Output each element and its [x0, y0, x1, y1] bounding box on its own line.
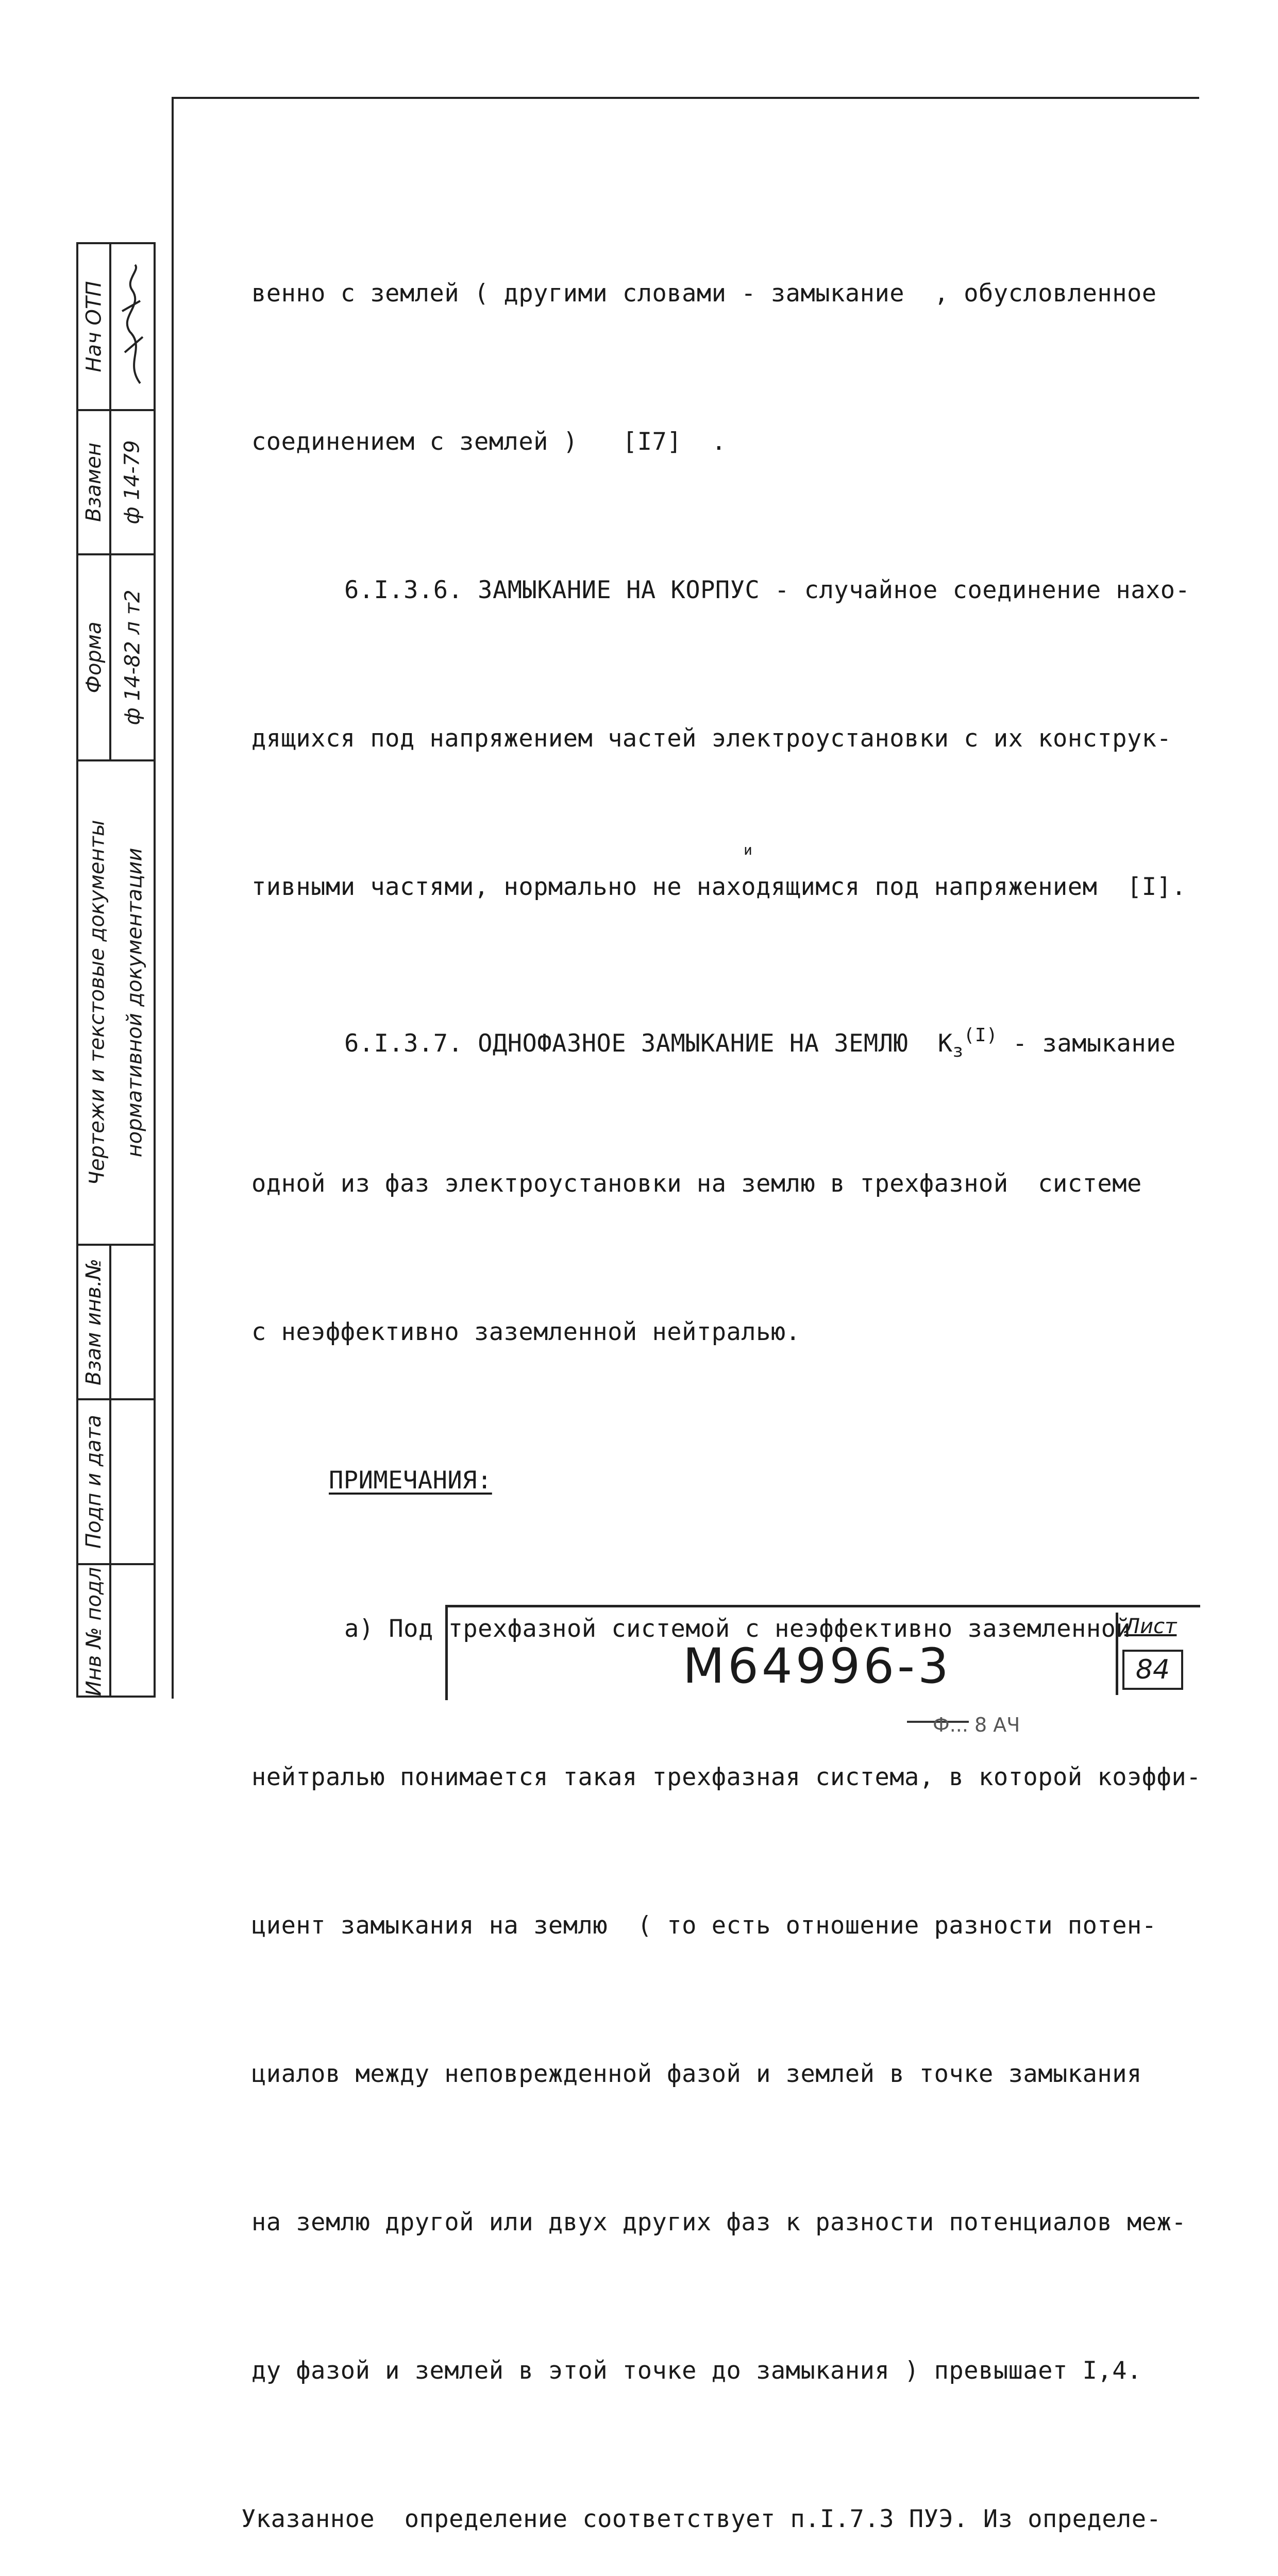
signature-icon — [114, 260, 150, 394]
text-line: на землю другой или двух других фаз к разности потенциалов меж- — [251, 2208, 1187, 2236]
superscript: (I) — [963, 1025, 998, 1046]
document-number: М64996-3 — [683, 1638, 952, 1694]
text-line: нейтралью понимается такая трехфазная система, в которой коэффи- — [251, 1763, 1201, 1791]
text-line: с неэффективно заземленной нейтралью. — [251, 1318, 801, 1346]
bottom-fragment: Ф... 8 АЧ — [933, 1714, 1020, 1736]
stamp-vzamen: Взамен — [82, 442, 106, 522]
signature-mark — [111, 244, 154, 409]
stamp-title-2: нормативной документации — [123, 848, 147, 1158]
stamp-forma-value: ф 14-82 л т2 — [121, 589, 145, 725]
text-line: венно с землей ( другими словами - замыкание , обусловленное — [251, 279, 1157, 308]
text-line: дящихся под напряжением частей электроустановки с их конструк- — [251, 724, 1172, 753]
stamp-nach-otp: Нач ОТП — [82, 281, 106, 372]
stamp-divider — [109, 1244, 111, 1696]
stamp-inv-podl: Инв № подл — [82, 1567, 106, 1696]
text-line-content: 6.I.3.7. ОДНОФАЗНОЕ ЗАМЫКАНИЕ НА ЗЕМЛЮ К — [344, 1029, 953, 1058]
text-line: одной из фаз электроустановки на землю в трехфазной системе — [251, 1170, 1142, 1198]
text-line: а) Под трехфазной системой с неэффективно заземленной — [344, 1615, 1131, 1643]
notes-heading-text: ПРИМЕЧАНИЯ: — [329, 1466, 492, 1495]
stamp-forma: Форма — [82, 621, 106, 693]
stamp-vzam-inv: Взам инв.№ — [82, 1258, 106, 1386]
sheet-label: Лист — [1124, 1615, 1177, 1638]
inserted-letter: и — [744, 841, 753, 858]
text-line-tail: - замыкание — [998, 1029, 1176, 1058]
text-line: 6.I.3.6. ЗАМЫКАНИЕ НА КОРПУС - случайное соединение нахо- — [344, 576, 1190, 604]
subscript: з — [952, 1041, 964, 1061]
text-line: циалов между неповрежденной фазой и землей в точке замыкания — [251, 2060, 1142, 2088]
text-line — [251, 841, 1189, 912]
document-body — [241, 170, 1201, 2576]
sheet-box — [1116, 1613, 1185, 1695]
stamp-vzamen-value: ф 14-79 — [121, 440, 144, 524]
margin-stamp — [76, 242, 156, 1698]
text-line: ду фазой и землей в этой точке до замыкания ) превышает I,4. — [251, 2357, 1142, 2385]
text-line — [251, 1011, 1189, 1060]
text-line: циент замыкания на землю ( то есть отношение разности потен- — [251, 1911, 1157, 1940]
text-line-content: тивными частями, нормально не находящимся под напряжением [I]. — [251, 873, 1187, 901]
stamp-title-1: Чертежи и текстовые документы — [85, 820, 109, 1185]
sheet-number: 84 — [1122, 1650, 1183, 1690]
stamp-podp-data: Подп и дата — [82, 1415, 106, 1549]
notes-heading — [251, 1456, 1189, 1505]
text-line: соединением с землей ) [I7] . — [251, 428, 727, 456]
text-line: Указанное определение соответствует п.I.7.3 ПУЭ. Из определе- — [241, 2505, 1162, 2533]
